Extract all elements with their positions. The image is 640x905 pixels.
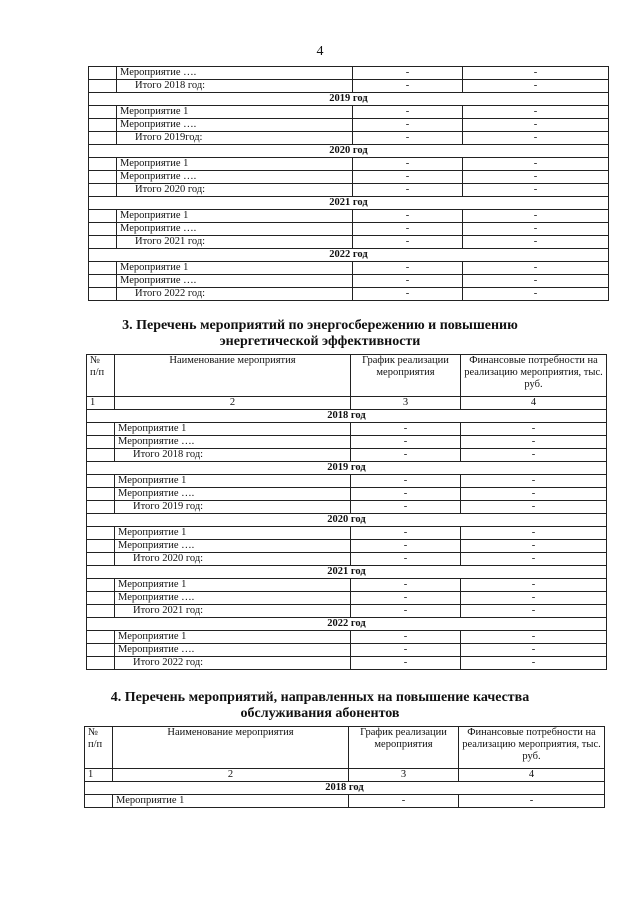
finance-cell: - [463, 106, 609, 119]
finance-cell: - [463, 80, 609, 93]
schedule-cell: - [351, 592, 461, 605]
finance-cell: - [463, 236, 609, 249]
schedule-cell: - [351, 423, 461, 436]
schedule-cell: - [353, 262, 463, 275]
schedule-cell: - [353, 288, 463, 301]
row-number-cell [85, 795, 113, 808]
row-number-cell [89, 171, 117, 184]
row-number-cell [87, 540, 115, 553]
event-name: Мероприятие …. [115, 540, 351, 553]
schedule-cell: - [353, 67, 463, 80]
event-name: Мероприятие 1 [115, 631, 351, 644]
schedule-cell: - [351, 553, 461, 566]
row-number-cell [89, 132, 117, 145]
column-index-row [85, 769, 605, 782]
row-number-cell [89, 184, 117, 197]
finance-cell: - [461, 579, 607, 592]
header-num: № п/п [87, 355, 115, 397]
schedule-cell: - [351, 501, 461, 514]
schedule-cell: - [353, 236, 463, 249]
header-name: Наименование мероприятия [113, 727, 349, 769]
year-heading: 2019 год [87, 462, 607, 475]
year-heading: 2021 год [87, 566, 607, 579]
finance-cell: - [461, 488, 607, 501]
event-name: Мероприятие 1 [117, 210, 353, 223]
event-name: Мероприятие …. [117, 275, 353, 288]
year-row [87, 618, 607, 631]
header-name: Наименование мероприятия [115, 355, 351, 397]
schedule-cell: - [351, 631, 461, 644]
finance-cell: - [461, 657, 607, 670]
year-heading: 2019 год [89, 93, 609, 106]
total-row [89, 132, 609, 145]
schedule-cell: - [353, 106, 463, 119]
schedule-cell: - [353, 119, 463, 132]
year-heading: 2022 год [87, 618, 607, 631]
year-row [87, 462, 607, 475]
total-label: Итого 2022 год: [117, 288, 353, 301]
total-label: Итого 2021 год: [117, 236, 353, 249]
finance-cell: - [461, 540, 607, 553]
total-row [87, 501, 607, 514]
schedule-cell: - [351, 449, 461, 462]
finance-cell: - [463, 132, 609, 145]
column-index: 4 [459, 769, 605, 782]
finance-cell: - [463, 119, 609, 132]
event-row [87, 540, 607, 553]
total-row [87, 605, 607, 618]
total-row [89, 80, 609, 93]
event-row [87, 436, 607, 449]
row-number-cell [87, 657, 115, 670]
row-number-cell [89, 236, 117, 249]
schedule-cell: - [351, 657, 461, 670]
year-row [89, 93, 609, 106]
event-row [87, 475, 607, 488]
event-name: Мероприятие 1 [117, 106, 353, 119]
row-number-cell [89, 80, 117, 93]
finance-cell: - [463, 171, 609, 184]
finance-cell: - [461, 501, 607, 514]
total-label: Итого 2018 год: [115, 449, 351, 462]
row-number-cell [87, 553, 115, 566]
event-row [85, 795, 605, 808]
table-header-row [85, 727, 605, 769]
event-row [89, 210, 609, 223]
column-index: 3 [351, 397, 461, 410]
row-number-cell [89, 158, 117, 171]
total-label: Итого 2020 год: [115, 553, 351, 566]
schedule-cell: - [351, 475, 461, 488]
total-row [87, 449, 607, 462]
year-heading: 2020 год [87, 514, 607, 527]
row-number-cell [87, 501, 115, 514]
schedule-cell: - [351, 605, 461, 618]
finance-cell: - [463, 158, 609, 171]
year-row [85, 782, 605, 795]
schedule-cell: - [353, 171, 463, 184]
event-name: Мероприятие …. [115, 592, 351, 605]
row-number-cell [87, 449, 115, 462]
row-number-cell [89, 262, 117, 275]
year-heading: 2021 год [89, 197, 609, 210]
event-row [89, 262, 609, 275]
header-finance: Финансовые потребности на реализацию мероприятия, тыс. руб. [459, 727, 605, 769]
year-row [89, 197, 609, 210]
schedule-cell: - [349, 795, 459, 808]
total-label: Итого 2018 год: [117, 80, 353, 93]
row-number-cell [87, 579, 115, 592]
header-num: № п/п [85, 727, 113, 769]
finance-cell: - [461, 592, 607, 605]
schedule-cell: - [351, 488, 461, 501]
row-number-cell [87, 423, 115, 436]
page-number: 4 [316, 44, 324, 59]
event-row [87, 423, 607, 436]
event-row [89, 171, 609, 184]
column-index-row [87, 397, 607, 410]
event-name: Мероприятие 1 [115, 527, 351, 540]
row-number-cell [87, 527, 115, 540]
finance-cell: - [461, 436, 607, 449]
column-index: 2 [113, 769, 349, 782]
finance-cell: - [461, 605, 607, 618]
section-3-title-line2: энергетической эффективности [219, 334, 421, 349]
row-number-cell [87, 475, 115, 488]
event-name: Мероприятие …. [115, 436, 351, 449]
year-row [89, 249, 609, 262]
year-row [87, 514, 607, 527]
finance-cell: - [459, 795, 605, 808]
finance-cell: - [463, 210, 609, 223]
schedule-cell: - [353, 80, 463, 93]
event-row [87, 644, 607, 657]
energy-saving-events-table [86, 354, 607, 670]
event-name: Мероприятие 1 [115, 423, 351, 436]
total-label: Итого 2022 год: [115, 657, 351, 670]
total-label: Итого 2021 год: [115, 605, 351, 618]
service-quality-events-table [84, 726, 605, 808]
event-row [87, 592, 607, 605]
total-row [89, 288, 609, 301]
row-number-cell [89, 119, 117, 132]
event-row [89, 106, 609, 119]
event-row [89, 119, 609, 132]
schedule-cell: - [353, 158, 463, 171]
header-finance: Финансовые потребности на реализацию мероприятия, тыс. руб. [461, 355, 607, 397]
event-row [89, 158, 609, 171]
finance-cell: - [463, 262, 609, 275]
event-name: Мероприятие 1 [115, 475, 351, 488]
header-schedule: График реализации мероприятия [351, 355, 461, 397]
year-row [89, 145, 609, 158]
column-index: 4 [461, 397, 607, 410]
schedule-cell: - [351, 579, 461, 592]
total-label: Итого 2019 год: [115, 501, 351, 514]
year-row [87, 410, 607, 423]
row-number-cell [89, 67, 117, 80]
event-row [87, 527, 607, 540]
schedule-cell: - [351, 436, 461, 449]
event-row [89, 67, 609, 80]
event-name: Мероприятие …. [117, 67, 353, 80]
section-3-title [0, 318, 640, 350]
finance-cell: - [461, 527, 607, 540]
event-name: Мероприятие 1 [117, 158, 353, 171]
row-number-cell [89, 275, 117, 288]
event-name: Мероприятие 1 [117, 262, 353, 275]
year-row [87, 566, 607, 579]
event-name: Мероприятие …. [115, 488, 351, 501]
finance-cell: - [461, 449, 607, 462]
schedule-cell: - [353, 275, 463, 288]
row-number-cell [89, 223, 117, 236]
header-schedule: График реализации мероприятия [349, 727, 459, 769]
year-heading: 2018 год [85, 782, 605, 795]
row-number-cell [87, 644, 115, 657]
event-name: Мероприятие 1 [115, 579, 351, 592]
column-index: 1 [87, 397, 115, 410]
finance-cell: - [461, 475, 607, 488]
total-row [89, 184, 609, 197]
event-row [89, 275, 609, 288]
event-name: Мероприятие …. [117, 119, 353, 132]
total-row [89, 236, 609, 249]
finance-cell: - [461, 644, 607, 657]
row-number-cell [87, 631, 115, 644]
total-label: Итого 2019год: [117, 132, 353, 145]
year-heading: 2020 год [89, 145, 609, 158]
section-4-title-line1: 4. Перечень мероприятий, направленных на повышение качества [110, 690, 530, 705]
row-number-cell [87, 436, 115, 449]
finance-cell: - [463, 223, 609, 236]
total-label: Итого 2020 год: [117, 184, 353, 197]
event-name: Мероприятие 1 [113, 795, 349, 808]
row-number-cell [87, 488, 115, 501]
event-row [89, 223, 609, 236]
column-index: 2 [115, 397, 351, 410]
row-number-cell [89, 106, 117, 119]
schedule-cell: - [351, 540, 461, 553]
year-heading: 2018 год [87, 410, 607, 423]
schedule-cell: - [353, 223, 463, 236]
finance-cell: - [463, 184, 609, 197]
section-3-title-line1: 3. Перечень мероприятий по энергосбережению и повышению [122, 318, 518, 333]
finance-cell: - [463, 275, 609, 288]
table-header-row [87, 355, 607, 397]
events-table-continued [88, 66, 609, 301]
finance-cell: - [461, 631, 607, 644]
section-4-title [0, 690, 640, 722]
total-row [87, 553, 607, 566]
event-row [87, 488, 607, 501]
row-number-cell [89, 210, 117, 223]
event-row [87, 579, 607, 592]
event-name: Мероприятие …. [117, 223, 353, 236]
finance-cell: - [461, 423, 607, 436]
finance-cell: - [463, 288, 609, 301]
row-number-cell [87, 592, 115, 605]
total-row [87, 657, 607, 670]
column-index: 3 [349, 769, 459, 782]
schedule-cell: - [353, 210, 463, 223]
row-number-cell [87, 605, 115, 618]
schedule-cell: - [353, 132, 463, 145]
finance-cell: - [463, 67, 609, 80]
event-name: Мероприятие …. [115, 644, 351, 657]
year-heading: 2022 год [89, 249, 609, 262]
schedule-cell: - [353, 184, 463, 197]
event-row [87, 631, 607, 644]
schedule-cell: - [351, 644, 461, 657]
finance-cell: - [461, 553, 607, 566]
schedule-cell: - [351, 527, 461, 540]
event-name: Мероприятие …. [117, 171, 353, 184]
column-index: 1 [85, 769, 113, 782]
row-number-cell [89, 288, 117, 301]
section-4-title-line2: обслуживания абонентов [240, 706, 400, 721]
